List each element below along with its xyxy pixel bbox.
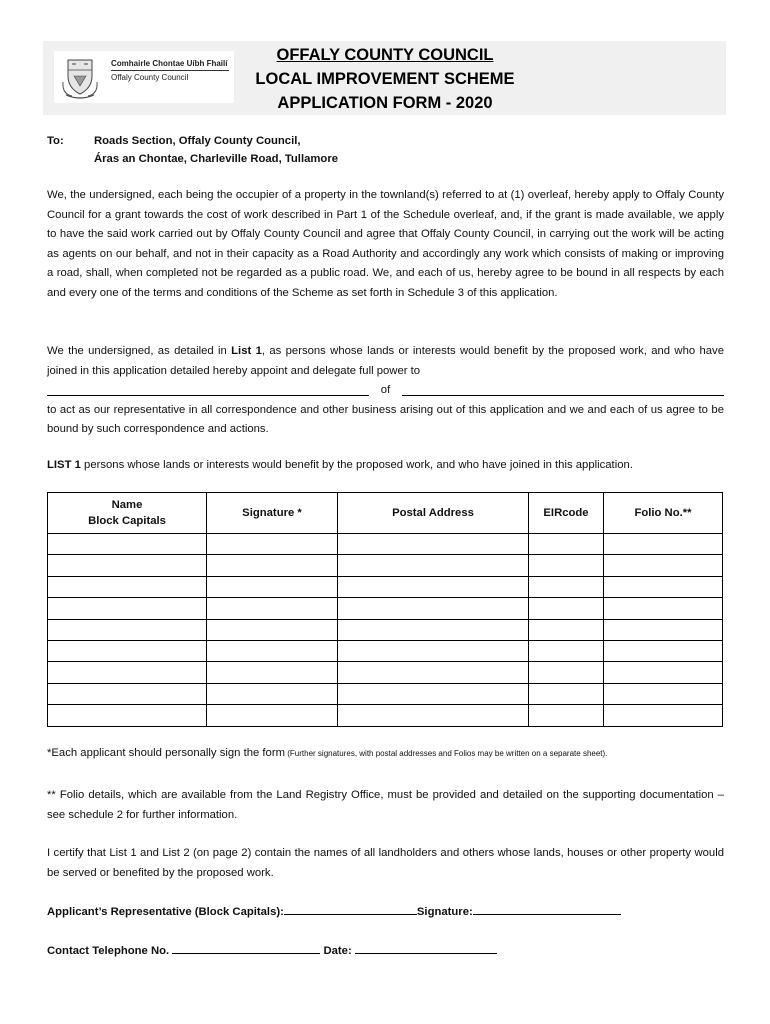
representative-fill-row xyxy=(47,381,724,401)
applicants-table-body xyxy=(48,534,723,727)
to-label: To: xyxy=(47,135,64,147)
signature-cell[interactable] xyxy=(207,576,338,597)
appointment-text-part2: , as persons whose lands or interests would benefit by the proposed work, and who have joined in this application detailed hereby appoint and delegate full power to xyxy=(47,345,724,377)
postal-address-cell[interactable] xyxy=(338,598,529,619)
column-header-postal-address: Postal Address xyxy=(338,493,529,534)
signature-cell[interactable] xyxy=(207,555,338,576)
council-logo xyxy=(54,51,234,103)
date-field[interactable] xyxy=(355,942,497,954)
contact-line xyxy=(47,942,497,957)
signature-label: Signature: xyxy=(416,906,473,918)
council-title: OFFALY COUNTY COUNCIL xyxy=(276,46,494,64)
signature-cell[interactable] xyxy=(207,705,338,726)
phone-label: Contact Telephone No. xyxy=(47,945,173,957)
representative-name-blank[interactable] xyxy=(47,385,369,396)
signature-note-small: (Further signatures, with postal addresses and Folios may be written on a separate sheet). xyxy=(285,749,608,758)
folio-cell[interactable] xyxy=(604,555,723,576)
name-cell[interactable] xyxy=(48,640,207,661)
appointment-text-part1: We the undersigned, as detailed in xyxy=(47,345,232,357)
signature-cell[interactable] xyxy=(207,534,338,555)
list1-reference: List 1 xyxy=(231,345,262,357)
eircode-cell[interactable] xyxy=(529,534,604,555)
table-row xyxy=(48,640,723,661)
eircode-cell[interactable] xyxy=(529,662,604,683)
list1-description: persons whose lands or interests would benefit by the proposed work, and who have joined in this application. xyxy=(80,459,633,471)
signature-cell[interactable] xyxy=(207,662,338,683)
addressee-line1: Roads Section, Offaly County Council, xyxy=(94,135,301,147)
name-cell[interactable] xyxy=(48,598,207,619)
addressee-line2: Áras an Chontae, Charleville Road, Tullamore xyxy=(94,153,338,165)
council-name-irish: Comhairle Chontae Uíbh Fhailí xyxy=(111,59,228,68)
folio-cell[interactable] xyxy=(604,662,723,683)
representative-appointment xyxy=(47,342,724,440)
folio-cell[interactable] xyxy=(604,683,723,704)
table-row xyxy=(48,683,723,704)
date-label: Date: xyxy=(320,945,355,957)
table-row xyxy=(48,598,723,619)
council-name-english: Offaly County Council xyxy=(111,73,189,82)
column-header-name: Name Block Capitals xyxy=(48,493,207,534)
table-row xyxy=(48,662,723,683)
postal-address-cell[interactable] xyxy=(338,576,529,597)
table-row xyxy=(48,534,723,555)
eircode-cell[interactable] xyxy=(529,640,604,661)
of-word: of xyxy=(380,384,391,396)
eircode-cell[interactable] xyxy=(529,598,604,619)
eircode-cell[interactable] xyxy=(529,619,604,640)
folio-cell[interactable] xyxy=(604,640,723,661)
table-header-row xyxy=(48,493,723,534)
column-header-eircode: EIRcode xyxy=(529,493,604,534)
table-row xyxy=(48,576,723,597)
folio-cell[interactable] xyxy=(604,705,723,726)
folio-cell[interactable] xyxy=(604,576,723,597)
list1-label: LIST 1 xyxy=(47,459,81,471)
logo-divider xyxy=(111,70,229,71)
name-cell[interactable] xyxy=(48,705,207,726)
postal-address-cell[interactable] xyxy=(338,705,529,726)
postal-address-cell[interactable] xyxy=(338,662,529,683)
eircode-cell[interactable] xyxy=(529,683,604,704)
applicants-table xyxy=(47,492,723,727)
column-header-folio: Folio No.** xyxy=(604,493,723,534)
form-title: APPLICATION FORM - 2020 xyxy=(277,94,493,112)
representative-name-field[interactable] xyxy=(284,903,417,915)
postal-address-cell[interactable] xyxy=(338,683,529,704)
name-cell[interactable] xyxy=(48,683,207,704)
appointment-text-part3: to act as our representative in all correspondence and other business arising out of this application and we and each of us agree to be bound by such correspondence and actions. xyxy=(47,403,724,435)
scheme-title: LOCAL IMPROVEMENT SCHEME xyxy=(255,70,515,88)
folio-cell[interactable] xyxy=(604,598,723,619)
column-header-signature: Signature * xyxy=(207,493,338,534)
list1-heading xyxy=(47,459,633,471)
table-row xyxy=(48,705,723,726)
folio-cell[interactable] xyxy=(604,534,723,555)
table-row xyxy=(48,619,723,640)
signature-cell[interactable] xyxy=(207,598,338,619)
folio-note: ** Folio details, which are available from the Land Registry Office, must be provided and detailed on the supporting documentation – see schedule 2 for further information. xyxy=(47,789,724,821)
postal-address-cell[interactable] xyxy=(338,619,529,640)
representative-signoff xyxy=(47,903,621,918)
name-cell[interactable] xyxy=(48,662,207,683)
representative-name-label: Applicant’s Representative (Block Capitals): xyxy=(47,906,284,918)
representative-address-blank[interactable] xyxy=(402,385,724,396)
certification-statement: I certify that List 1 and List 2 (on page 2) contain the names of all landholders and others whose lands, houses or other property would be served or benefited by the proposed work. xyxy=(47,847,724,879)
name-cell[interactable] xyxy=(48,619,207,640)
name-cell[interactable] xyxy=(48,555,207,576)
signature-cell[interactable] xyxy=(207,640,338,661)
eircode-cell[interactable] xyxy=(529,576,604,597)
folio-cell[interactable] xyxy=(604,619,723,640)
signature-cell[interactable] xyxy=(207,619,338,640)
postal-address-cell[interactable] xyxy=(338,640,529,661)
council-crest-icon xyxy=(60,54,100,100)
eircode-cell[interactable] xyxy=(529,555,604,576)
postal-address-cell[interactable] xyxy=(338,555,529,576)
signature-note: *Each applicant should personally sign the form (Further signatures, with postal addresses and Folios may be written on a separate sheet). xyxy=(47,747,608,759)
name-cell[interactable] xyxy=(48,534,207,555)
eircode-cell[interactable] xyxy=(529,705,604,726)
phone-field[interactable] xyxy=(172,942,320,954)
postal-address-cell[interactable] xyxy=(338,534,529,555)
representative-signature-field[interactable] xyxy=(473,903,621,915)
table-row xyxy=(48,555,723,576)
application-statement: We, the undersigned, each being the occupier of a property in the townland(s) referred to at (1) overleaf, hereby apply to Offaly County Council for a grant towards the cost of work described in Part 1 of the Schedule overleaf, and, if the grant is made available, we apply to have the said work carried out by Offaly County Council and agree that Offaly County Council, in carrying out the work will be acting as agents on our behalf, and not in their capacity as a Road Authority and accordingly any work which consists of making or improving a road, shall, when completed not be regarded as a public road. We, and each of us, hereby agree to be bound in all respects by each and every one of the terms and conditions of the Scheme as set forth in Schedule 3 of this application. xyxy=(47,189,724,299)
signature-cell[interactable] xyxy=(207,683,338,704)
name-cell[interactable] xyxy=(48,576,207,597)
